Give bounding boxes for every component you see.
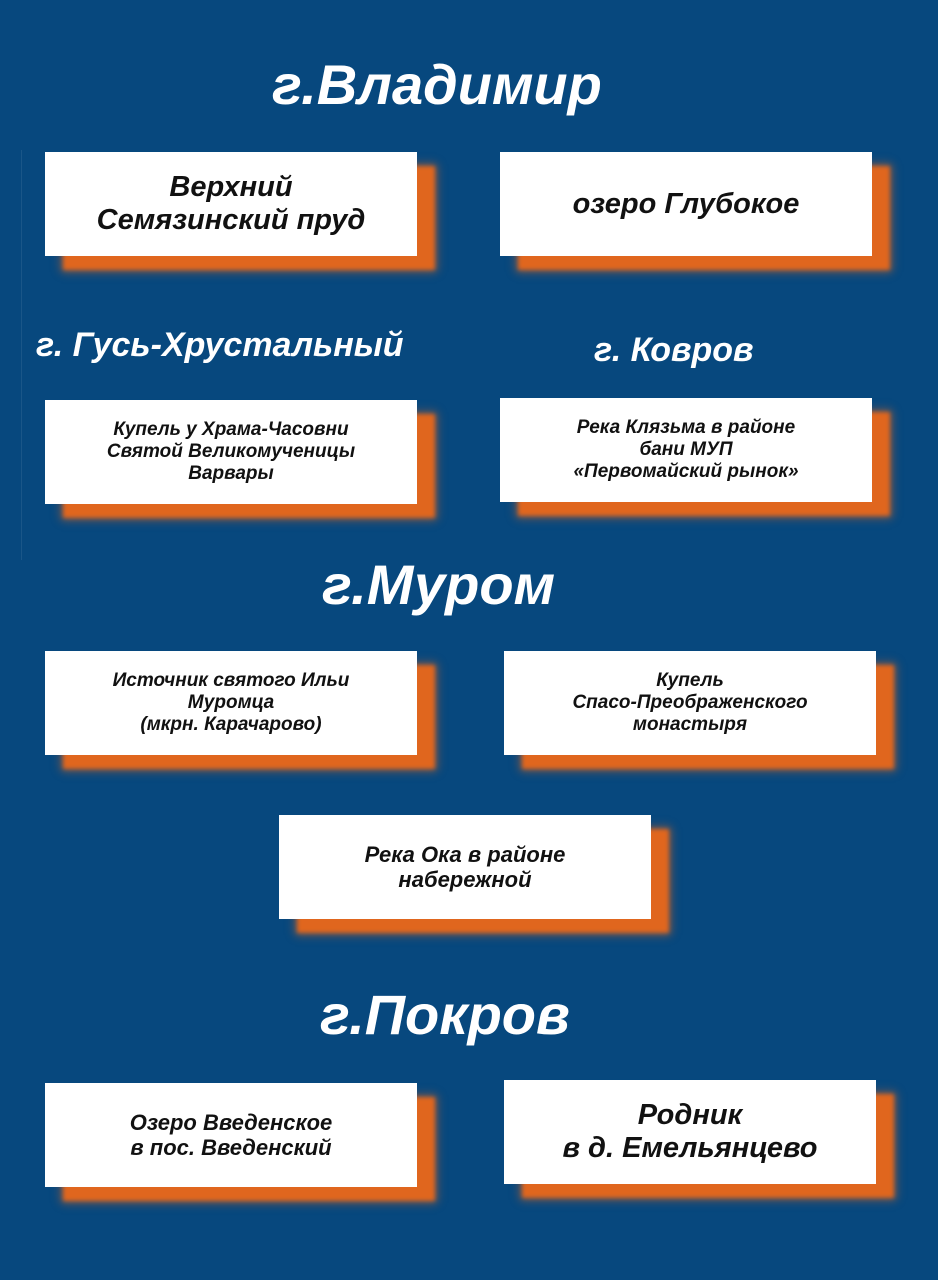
place-card-spaso-preobrazhensky-font — [504, 651, 876, 755]
card-box — [504, 651, 876, 755]
card-box — [45, 152, 417, 256]
city-heading-gus-khrustalny: г. Гусь-Хрустальный — [36, 326, 404, 364]
place-name: озеро Глубокое — [572, 187, 800, 220]
place-name: Река Ока в районе набережной — [364, 842, 566, 892]
city-heading-vladimir: г.Владимир — [272, 53, 602, 116]
card-box — [45, 651, 417, 755]
card-box — [500, 398, 872, 502]
city-heading-kovrov: г. Ковров — [594, 331, 754, 369]
place-name: Купель у Храма-Часовни Святой Великомученицы Варвары — [106, 419, 356, 484]
place-card-oka-river-embankment — [279, 815, 651, 919]
left-edge-line — [21, 150, 22, 560]
place-card-font-varvara-chapel — [45, 400, 417, 504]
place-name: Озеро Введенское в пос. Введенский — [129, 1110, 333, 1160]
city-heading-murom: г.Муром — [322, 553, 556, 616]
place-card-lake-glubokoe — [500, 152, 872, 256]
place-card-ilya-muromets-spring — [45, 651, 417, 755]
city-heading-pokrov: г.Покров — [320, 983, 570, 1046]
place-name: Купель Спасо-Преображенского монастыря — [572, 670, 808, 735]
place-card-klyazma-river — [500, 398, 872, 502]
place-card-vvedenskoe-lake — [45, 1083, 417, 1187]
card-box — [504, 1080, 876, 1184]
card-box — [45, 400, 417, 504]
place-name: Источник святого Ильи Муромца (мкрн. Карачарово) — [112, 670, 350, 735]
card-box — [500, 152, 872, 256]
place-card-upper-semyazinsky-pond — [45, 152, 417, 256]
place-name: Верхний Семязинский пруд — [96, 171, 366, 236]
place-card-emelyantsevo-spring — [504, 1080, 876, 1184]
card-box — [45, 1083, 417, 1187]
card-box — [279, 815, 651, 919]
place-name: Река Клязьма в районе бани МУП «Первомайский рынок» — [573, 417, 799, 482]
place-name: Родник в д. Емельянцево — [562, 1099, 818, 1164]
